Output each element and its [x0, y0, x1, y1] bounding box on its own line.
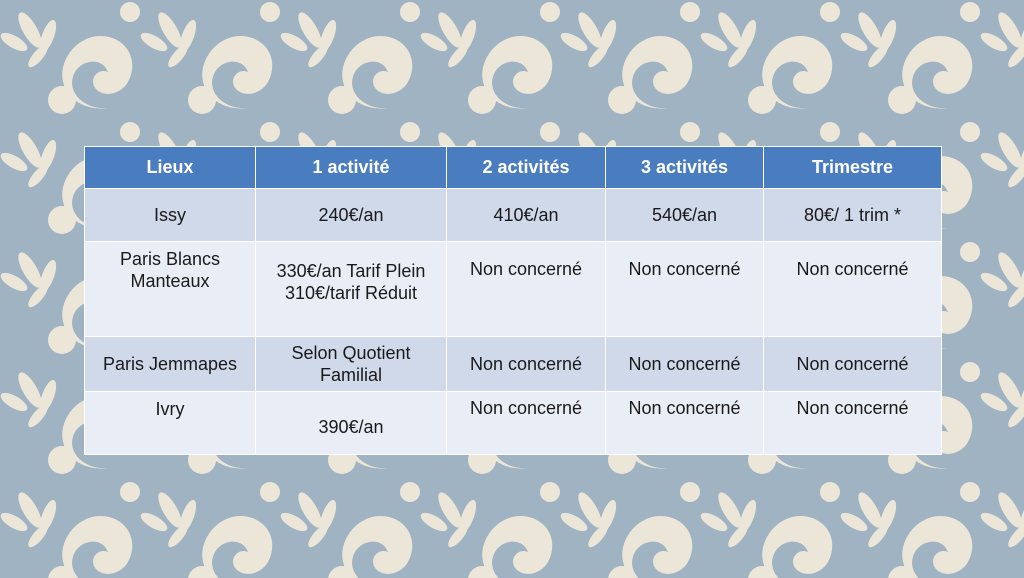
header-3-activites: 3 activités: [606, 147, 764, 189]
table-row: [85, 392, 942, 455]
cell-1-activite: [256, 392, 447, 455]
header-1-activite: 1 activité: [256, 147, 447, 189]
table-header-row: [85, 147, 942, 189]
cell-lieu-line: Ivry: [155, 399, 185, 419]
cell-lieu-line: Paris Jemmapes: [102, 354, 238, 374]
table-row: [85, 189, 942, 242]
cell-trimestre: 80€/ 1 trim *: [764, 189, 942, 242]
cell-1-activite-line: 330€/an Tarif Plein: [276, 261, 426, 281]
cell-lieu-line: Paris Blancs: [119, 249, 221, 269]
header-2-activites: 2 activités: [447, 147, 606, 189]
header-lieux: Lieux: [85, 147, 256, 189]
cell-lieu: [85, 189, 256, 242]
cell-trimestre: Non concerné: [764, 392, 942, 455]
cell-2-activites: Non concerné: [447, 392, 606, 455]
cell-3-activites: Non concerné: [606, 392, 764, 455]
cell-1-activite-line: 390€/an: [318, 417, 384, 437]
cell-1-activite: [256, 242, 447, 337]
cell-2-activites: 410€/an: [447, 189, 606, 242]
cell-trimestre: Non concerné: [764, 242, 942, 337]
table-row: [85, 337, 942, 392]
table-row: [85, 242, 942, 337]
cell-lieu: [85, 337, 256, 392]
cell-lieu-line: Issy: [153, 205, 186, 225]
cell-3-activites: Non concerné: [606, 337, 764, 392]
cell-lieu: [85, 242, 256, 337]
cell-1-activite: [256, 337, 447, 392]
cell-trimestre: Non concerné: [764, 337, 942, 392]
cell-3-activites: 540€/an: [606, 189, 764, 242]
cell-1-activite-line: Familial: [319, 365, 382, 385]
cell-2-activites: Non concerné: [447, 242, 606, 337]
cell-1-activite-line: 310€/tarif Réduit: [284, 283, 418, 303]
cell-lieu-line: Manteaux: [130, 271, 210, 291]
tarif-table: [84, 146, 942, 455]
cell-2-activites: Non concerné: [447, 337, 606, 392]
cell-3-activites: Non concerné: [606, 242, 764, 337]
cell-1-activite-line: Selon Quotient: [291, 343, 411, 363]
cell-1-activite: [256, 189, 447, 242]
cell-1-activite-line: 240€/an: [318, 205, 384, 225]
header-trimestre: Trimestre: [764, 147, 942, 189]
cell-lieu: [85, 392, 256, 455]
